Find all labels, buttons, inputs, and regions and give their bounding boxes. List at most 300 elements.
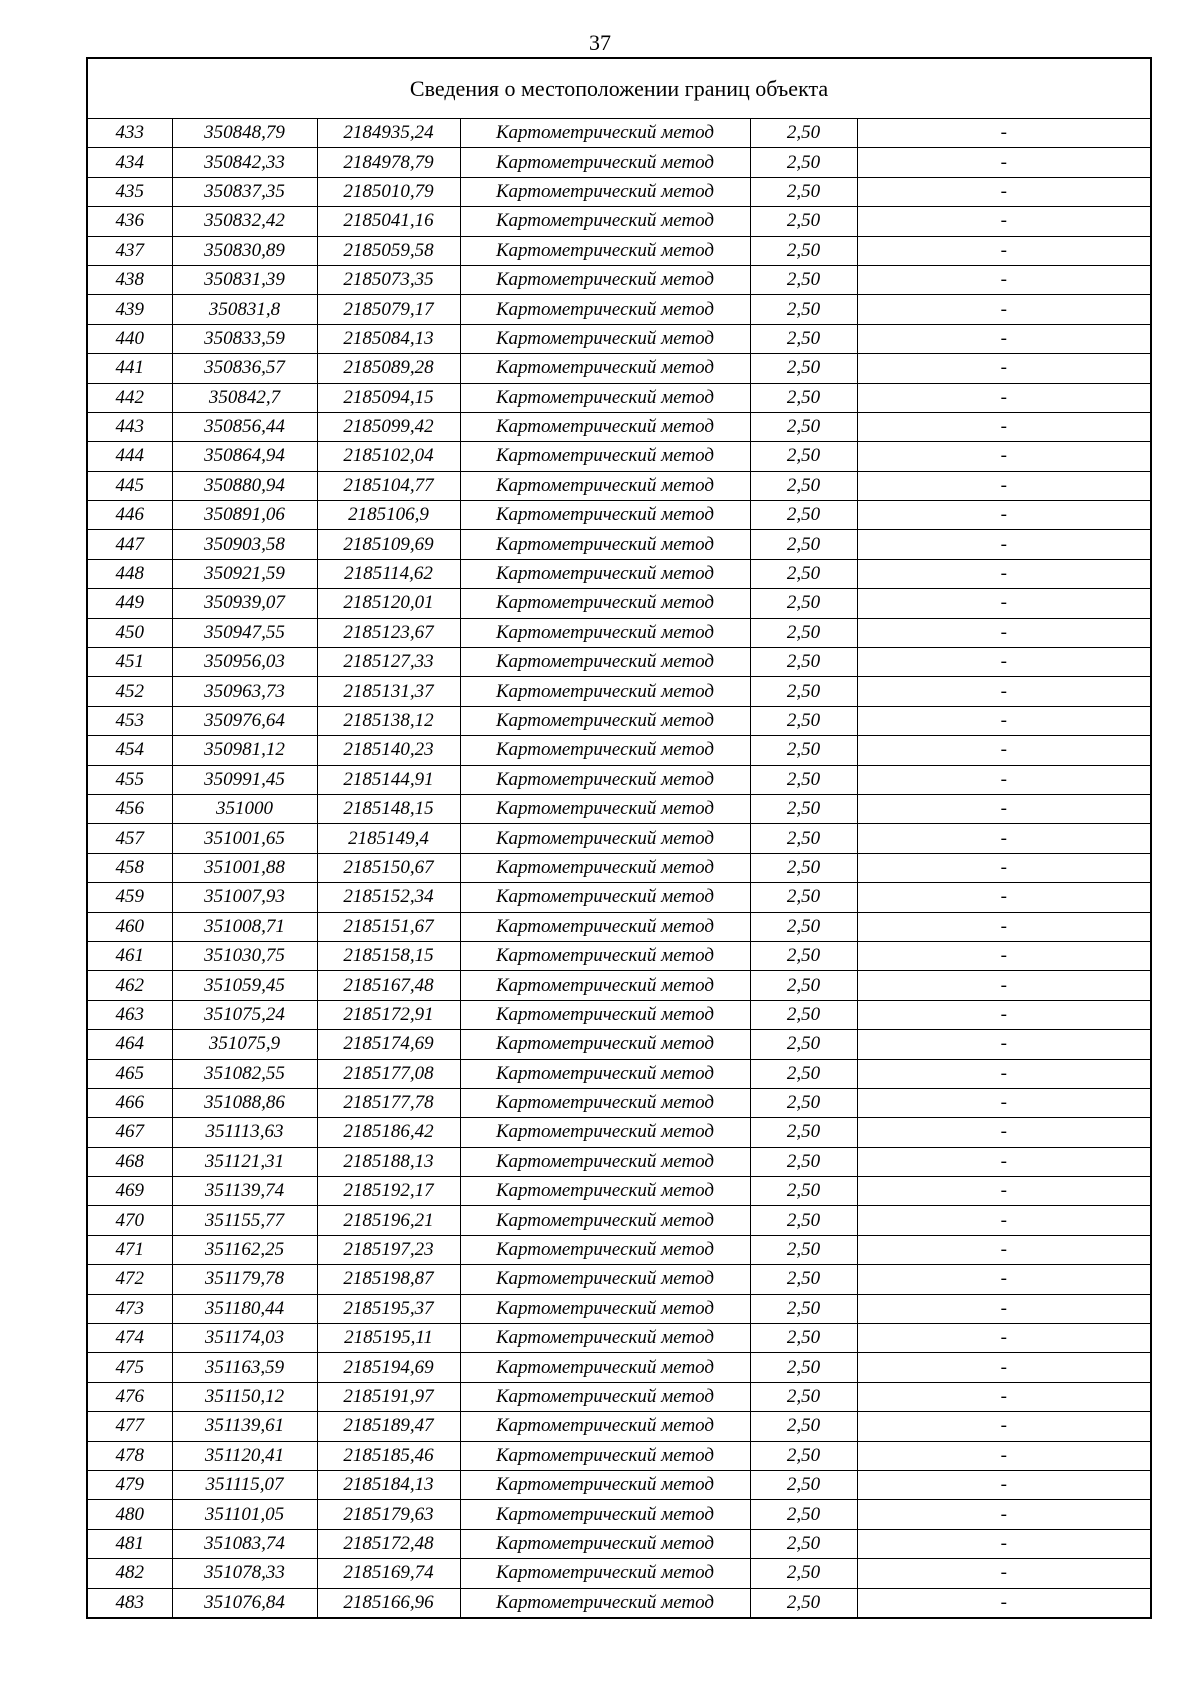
description-cell: - [857, 1235, 1151, 1264]
point-number-cell: 478 [87, 1441, 172, 1470]
method-cell: Картометрический метод [460, 824, 750, 853]
x-coordinate-cell: 351075,9 [172, 1030, 317, 1059]
accuracy-cell: 2,50 [750, 1147, 857, 1176]
accuracy-cell: 2,50 [750, 794, 857, 823]
method-cell: Картометрический метод [460, 412, 750, 441]
point-number-cell: 465 [87, 1059, 172, 1088]
y-coordinate-cell: 2185010,79 [317, 177, 460, 206]
method-cell: Картометрический метод [460, 589, 750, 618]
y-coordinate-cell: 2185166,96 [317, 1588, 460, 1618]
table-row [87, 1235, 1151, 1264]
accuracy-cell: 2,50 [750, 471, 857, 500]
y-coordinate-cell: 2185131,37 [317, 677, 460, 706]
description-cell: - [857, 383, 1151, 412]
method-cell: Картометрический метод [460, 295, 750, 324]
x-coordinate-cell: 351139,61 [172, 1412, 317, 1441]
x-coordinate-cell: 351155,77 [172, 1206, 317, 1235]
x-coordinate-cell: 350842,33 [172, 148, 317, 177]
y-coordinate-cell: 2185144,91 [317, 765, 460, 794]
accuracy-cell: 2,50 [750, 1382, 857, 1411]
method-cell: Картометрический метод [460, 265, 750, 294]
table-row [87, 383, 1151, 412]
description-cell: - [857, 706, 1151, 735]
accuracy-cell: 2,50 [750, 1588, 857, 1618]
accuracy-cell: 2,50 [750, 1177, 857, 1206]
point-number-cell: 449 [87, 589, 172, 618]
method-cell: Картометрический метод [460, 677, 750, 706]
description-cell: - [857, 1294, 1151, 1323]
y-coordinate-cell: 2185140,23 [317, 736, 460, 765]
y-coordinate-cell: 2185094,15 [317, 383, 460, 412]
description-cell: - [857, 442, 1151, 471]
y-coordinate-cell: 2185184,13 [317, 1470, 460, 1499]
table-row [87, 1206, 1151, 1235]
accuracy-cell: 2,50 [750, 736, 857, 765]
description-cell: - [857, 559, 1151, 588]
table-row [87, 1588, 1151, 1618]
boundary-coordinates-table [86, 57, 1152, 1619]
table-row [87, 354, 1151, 383]
description-cell: - [857, 677, 1151, 706]
point-number-cell: 458 [87, 853, 172, 882]
y-coordinate-cell: 2185120,01 [317, 589, 460, 618]
table-row [87, 736, 1151, 765]
table-row [87, 559, 1151, 588]
point-number-cell: 451 [87, 648, 172, 677]
description-cell: - [857, 912, 1151, 941]
table-row [87, 794, 1151, 823]
description-cell: - [857, 648, 1151, 677]
y-coordinate-cell: 2185177,08 [317, 1059, 460, 1088]
table-row [87, 677, 1151, 706]
table-row [87, 1353, 1151, 1382]
point-number-cell: 476 [87, 1382, 172, 1411]
table-row [87, 1500, 1151, 1529]
point-number-cell: 467 [87, 1118, 172, 1147]
x-coordinate-cell: 350842,7 [172, 383, 317, 412]
point-number-cell: 450 [87, 618, 172, 647]
y-coordinate-cell: 2185152,34 [317, 883, 460, 912]
method-cell: Картометрический метод [460, 471, 750, 500]
accuracy-cell: 2,50 [750, 1294, 857, 1323]
description-cell: - [857, 1441, 1151, 1470]
method-cell: Картометрический метод [460, 1529, 750, 1558]
accuracy-cell: 2,50 [750, 1118, 857, 1147]
x-coordinate-cell: 351180,44 [172, 1294, 317, 1323]
y-coordinate-cell: 2185194,69 [317, 1353, 460, 1382]
y-coordinate-cell: 2185158,15 [317, 941, 460, 970]
method-cell: Картометрический метод [460, 1235, 750, 1264]
x-coordinate-cell: 351163,59 [172, 1353, 317, 1382]
table-row [87, 412, 1151, 441]
table-row [87, 589, 1151, 618]
method-cell: Картометрический метод [460, 941, 750, 970]
accuracy-cell: 2,50 [750, 589, 857, 618]
x-coordinate-cell: 351030,75 [172, 941, 317, 970]
description-cell: - [857, 1588, 1151, 1618]
x-coordinate-cell: 351139,74 [172, 1177, 317, 1206]
accuracy-cell: 2,50 [750, 412, 857, 441]
method-cell: Картометрический метод [460, 618, 750, 647]
description-cell: - [857, 530, 1151, 559]
accuracy-cell: 2,50 [750, 501, 857, 530]
table-row [87, 1118, 1151, 1147]
accuracy-cell: 2,50 [750, 677, 857, 706]
point-number-cell: 477 [87, 1412, 172, 1441]
point-number-cell: 455 [87, 765, 172, 794]
table-row [87, 1059, 1151, 1088]
description-cell: - [857, 824, 1151, 853]
point-number-cell: 472 [87, 1265, 172, 1294]
accuracy-cell: 2,50 [750, 1470, 857, 1499]
table-row [87, 1147, 1151, 1176]
description-cell: - [857, 1559, 1151, 1588]
description-cell: - [857, 265, 1151, 294]
accuracy-cell: 2,50 [750, 119, 857, 148]
y-coordinate-cell: 2185177,78 [317, 1088, 460, 1117]
table-row [87, 324, 1151, 353]
table-row [87, 853, 1151, 882]
accuracy-cell: 2,50 [750, 648, 857, 677]
method-cell: Картометрический метод [460, 207, 750, 236]
point-number-cell: 481 [87, 1529, 172, 1558]
x-coordinate-cell: 350848,79 [172, 119, 317, 148]
point-number-cell: 456 [87, 794, 172, 823]
y-coordinate-cell: 2185123,67 [317, 618, 460, 647]
point-number-cell: 474 [87, 1324, 172, 1353]
accuracy-cell: 2,50 [750, 207, 857, 236]
x-coordinate-cell: 350864,94 [172, 442, 317, 471]
x-coordinate-cell: 351075,24 [172, 1000, 317, 1029]
accuracy-cell: 2,50 [750, 1559, 857, 1588]
table-title: Сведения о местоположении границ объекта [87, 58, 1151, 119]
description-cell: - [857, 1000, 1151, 1029]
method-cell: Картометрический метод [460, 1177, 750, 1206]
description-cell: - [857, 471, 1151, 500]
y-coordinate-cell: 2185169,74 [317, 1559, 460, 1588]
y-coordinate-cell: 2185041,16 [317, 207, 460, 236]
description-cell: - [857, 1030, 1151, 1059]
x-coordinate-cell: 350981,12 [172, 736, 317, 765]
table-row [87, 971, 1151, 1000]
method-cell: Картометрический метод [460, 236, 750, 265]
method-cell: Картометрический метод [460, 1059, 750, 1088]
accuracy-cell: 2,50 [750, 1412, 857, 1441]
method-cell: Картометрический метод [460, 1382, 750, 1411]
y-coordinate-cell: 2185174,69 [317, 1030, 460, 1059]
point-number-cell: 442 [87, 383, 172, 412]
method-cell: Картометрический метод [460, 1088, 750, 1117]
y-coordinate-cell: 2185195,37 [317, 1294, 460, 1323]
x-coordinate-cell: 350947,55 [172, 618, 317, 647]
description-cell: - [857, 1324, 1151, 1353]
point-number-cell: 473 [87, 1294, 172, 1323]
point-number-cell: 459 [87, 883, 172, 912]
point-number-cell: 445 [87, 471, 172, 500]
table-row [87, 883, 1151, 912]
table-row [87, 1294, 1151, 1323]
method-cell: Картометрический метод [460, 706, 750, 735]
table-row [87, 706, 1151, 735]
method-cell: Картометрический метод [460, 1265, 750, 1294]
point-number-cell: 454 [87, 736, 172, 765]
table-row [87, 1000, 1151, 1029]
table-row [87, 119, 1151, 148]
table-row [87, 265, 1151, 294]
table-row [87, 207, 1151, 236]
y-coordinate-cell: 2185089,28 [317, 354, 460, 383]
x-coordinate-cell: 351001,65 [172, 824, 317, 853]
x-coordinate-cell: 350903,58 [172, 530, 317, 559]
x-coordinate-cell: 350939,07 [172, 589, 317, 618]
accuracy-cell: 2,50 [750, 265, 857, 294]
description-cell: - [857, 207, 1151, 236]
accuracy-cell: 2,50 [750, 177, 857, 206]
point-number-cell: 466 [87, 1088, 172, 1117]
point-number-cell: 444 [87, 442, 172, 471]
x-coordinate-cell: 350891,06 [172, 501, 317, 530]
point-number-cell: 471 [87, 1235, 172, 1264]
accuracy-cell: 2,50 [750, 324, 857, 353]
x-coordinate-cell: 351088,86 [172, 1088, 317, 1117]
x-coordinate-cell: 351007,93 [172, 883, 317, 912]
method-cell: Картометрический метод [460, 1324, 750, 1353]
point-number-cell: 483 [87, 1588, 172, 1618]
point-number-cell: 482 [87, 1559, 172, 1588]
description-cell: - [857, 501, 1151, 530]
description-cell: - [857, 1412, 1151, 1441]
table-row [87, 530, 1151, 559]
x-coordinate-cell: 350836,57 [172, 354, 317, 383]
x-coordinate-cell: 350830,89 [172, 236, 317, 265]
point-number-cell: 475 [87, 1353, 172, 1382]
x-coordinate-cell: 350991,45 [172, 765, 317, 794]
table-row [87, 1382, 1151, 1411]
y-coordinate-cell: 2185191,97 [317, 1382, 460, 1411]
accuracy-cell: 2,50 [750, 1030, 857, 1059]
accuracy-cell: 2,50 [750, 148, 857, 177]
x-coordinate-cell: 351001,88 [172, 853, 317, 882]
y-coordinate-cell: 2185197,23 [317, 1235, 460, 1264]
accuracy-cell: 2,50 [750, 706, 857, 735]
point-number-cell: 460 [87, 912, 172, 941]
point-number-cell: 480 [87, 1500, 172, 1529]
point-number-cell: 463 [87, 1000, 172, 1029]
point-number-cell: 470 [87, 1206, 172, 1235]
method-cell: Картометрический метод [460, 912, 750, 941]
x-coordinate-cell: 350831,39 [172, 265, 317, 294]
y-coordinate-cell: 2185073,35 [317, 265, 460, 294]
description-cell: - [857, 354, 1151, 383]
point-number-cell: 461 [87, 941, 172, 970]
method-cell: Картометрический метод [460, 1500, 750, 1529]
accuracy-cell: 2,50 [750, 618, 857, 647]
description-cell: - [857, 853, 1151, 882]
y-coordinate-cell: 2185102,04 [317, 442, 460, 471]
y-coordinate-cell: 2185195,11 [317, 1324, 460, 1353]
table-row [87, 1088, 1151, 1117]
table-row [87, 501, 1151, 530]
method-cell: Картометрический метод [460, 177, 750, 206]
accuracy-cell: 2,50 [750, 765, 857, 794]
y-coordinate-cell: 2184978,79 [317, 148, 460, 177]
table-row [87, 295, 1151, 324]
description-cell: - [857, 589, 1151, 618]
point-number-cell: 453 [87, 706, 172, 735]
table-row [87, 148, 1151, 177]
method-cell: Картометрический метод [460, 530, 750, 559]
description-cell: - [857, 177, 1151, 206]
y-coordinate-cell: 2185059,58 [317, 236, 460, 265]
accuracy-cell: 2,50 [750, 1000, 857, 1029]
point-number-cell: 435 [87, 177, 172, 206]
point-number-cell: 436 [87, 207, 172, 236]
x-coordinate-cell: 350833,59 [172, 324, 317, 353]
table-row [87, 1177, 1151, 1206]
y-coordinate-cell: 2185167,48 [317, 971, 460, 1000]
description-cell: - [857, 1382, 1151, 1411]
y-coordinate-cell: 2185150,67 [317, 853, 460, 882]
y-coordinate-cell: 2184935,24 [317, 119, 460, 148]
method-cell: Картометрический метод [460, 1000, 750, 1029]
x-coordinate-cell: 351162,25 [172, 1235, 317, 1264]
method-cell: Картометрический метод [460, 119, 750, 148]
x-coordinate-cell: 351059,45 [172, 971, 317, 1000]
x-coordinate-cell: 351120,41 [172, 1441, 317, 1470]
point-number-cell: 479 [87, 1470, 172, 1499]
method-cell: Картометрический метод [460, 148, 750, 177]
accuracy-cell: 2,50 [750, 883, 857, 912]
accuracy-cell: 2,50 [750, 853, 857, 882]
accuracy-cell: 2,50 [750, 354, 857, 383]
point-number-cell: 469 [87, 1177, 172, 1206]
description-cell: - [857, 618, 1151, 647]
y-coordinate-cell: 2185149,4 [317, 824, 460, 853]
description-cell: - [857, 236, 1151, 265]
description-cell: - [857, 412, 1151, 441]
table-row [87, 1265, 1151, 1294]
description-cell: - [857, 1059, 1151, 1088]
description-cell: - [857, 1470, 1151, 1499]
x-coordinate-cell: 351113,63 [172, 1118, 317, 1147]
y-coordinate-cell: 2185106,9 [317, 501, 460, 530]
accuracy-cell: 2,50 [750, 559, 857, 588]
description-cell: - [857, 1206, 1151, 1235]
accuracy-cell: 2,50 [750, 1088, 857, 1117]
method-cell: Картометрический метод [460, 1206, 750, 1235]
x-coordinate-cell: 351121,31 [172, 1147, 317, 1176]
accuracy-cell: 2,50 [750, 1324, 857, 1353]
method-cell: Картометрический метод [460, 853, 750, 882]
x-coordinate-cell: 350956,03 [172, 648, 317, 677]
point-number-cell: 440 [87, 324, 172, 353]
table-row [87, 1412, 1151, 1441]
table-title-row [87, 58, 1151, 119]
method-cell: Картометрический метод [460, 765, 750, 794]
accuracy-cell: 2,50 [750, 1529, 857, 1558]
method-cell: Картометрический метод [460, 501, 750, 530]
x-coordinate-cell: 351078,33 [172, 1559, 317, 1588]
table-row [87, 618, 1151, 647]
method-cell: Картометрический метод [460, 1559, 750, 1588]
x-coordinate-cell: 351076,84 [172, 1588, 317, 1618]
method-cell: Картометрический метод [460, 1118, 750, 1147]
method-cell: Картометрический метод [460, 1353, 750, 1382]
y-coordinate-cell: 2185127,33 [317, 648, 460, 677]
y-coordinate-cell: 2185148,15 [317, 794, 460, 823]
point-number-cell: 443 [87, 412, 172, 441]
point-number-cell: 447 [87, 530, 172, 559]
x-coordinate-cell: 351082,55 [172, 1059, 317, 1088]
y-coordinate-cell: 2185172,91 [317, 1000, 460, 1029]
method-cell: Картометрический метод [460, 1470, 750, 1499]
table-row [87, 1030, 1151, 1059]
x-coordinate-cell: 351150,12 [172, 1382, 317, 1411]
method-cell: Картометрический метод [460, 354, 750, 383]
point-number-cell: 433 [87, 119, 172, 148]
point-number-cell: 438 [87, 265, 172, 294]
y-coordinate-cell: 2185196,21 [317, 1206, 460, 1235]
y-coordinate-cell: 2185079,17 [317, 295, 460, 324]
accuracy-cell: 2,50 [750, 824, 857, 853]
method-cell: Картометрический метод [460, 1412, 750, 1441]
accuracy-cell: 2,50 [750, 941, 857, 970]
x-coordinate-cell: 351101,05 [172, 1500, 317, 1529]
y-coordinate-cell: 2185189,47 [317, 1412, 460, 1441]
y-coordinate-cell: 2185188,13 [317, 1147, 460, 1176]
point-number-cell: 446 [87, 501, 172, 530]
x-coordinate-cell: 350831,8 [172, 295, 317, 324]
table-row [87, 824, 1151, 853]
method-cell: Картометрический метод [460, 648, 750, 677]
table-row [87, 1559, 1151, 1588]
description-cell: - [857, 941, 1151, 970]
description-cell: - [857, 736, 1151, 765]
table-row [87, 1529, 1151, 1558]
point-number-cell: 452 [87, 677, 172, 706]
accuracy-cell: 2,50 [750, 1353, 857, 1382]
point-number-cell: 457 [87, 824, 172, 853]
method-cell: Картометрический метод [460, 1441, 750, 1470]
accuracy-cell: 2,50 [750, 912, 857, 941]
x-coordinate-cell: 350921,59 [172, 559, 317, 588]
accuracy-cell: 2,50 [750, 1059, 857, 1088]
point-number-cell: 439 [87, 295, 172, 324]
point-number-cell: 464 [87, 1030, 172, 1059]
accuracy-cell: 2,50 [750, 1235, 857, 1264]
description-cell: - [857, 883, 1151, 912]
point-number-cell: 437 [87, 236, 172, 265]
point-number-cell: 448 [87, 559, 172, 588]
table-row [87, 648, 1151, 677]
accuracy-cell: 2,50 [750, 295, 857, 324]
method-cell: Картометрический метод [460, 1147, 750, 1176]
y-coordinate-cell: 2185084,13 [317, 324, 460, 353]
x-coordinate-cell: 351000 [172, 794, 317, 823]
method-cell: Картометрический метод [460, 324, 750, 353]
description-cell: - [857, 295, 1151, 324]
y-coordinate-cell: 2185151,67 [317, 912, 460, 941]
method-cell: Картометрический метод [460, 1030, 750, 1059]
x-coordinate-cell: 350832,42 [172, 207, 317, 236]
y-coordinate-cell: 2185104,77 [317, 471, 460, 500]
x-coordinate-cell: 351179,78 [172, 1265, 317, 1294]
y-coordinate-cell: 2185198,87 [317, 1265, 460, 1294]
description-cell: - [857, 1529, 1151, 1558]
y-coordinate-cell: 2185185,46 [317, 1441, 460, 1470]
table-row [87, 1441, 1151, 1470]
point-number-cell: 462 [87, 971, 172, 1000]
